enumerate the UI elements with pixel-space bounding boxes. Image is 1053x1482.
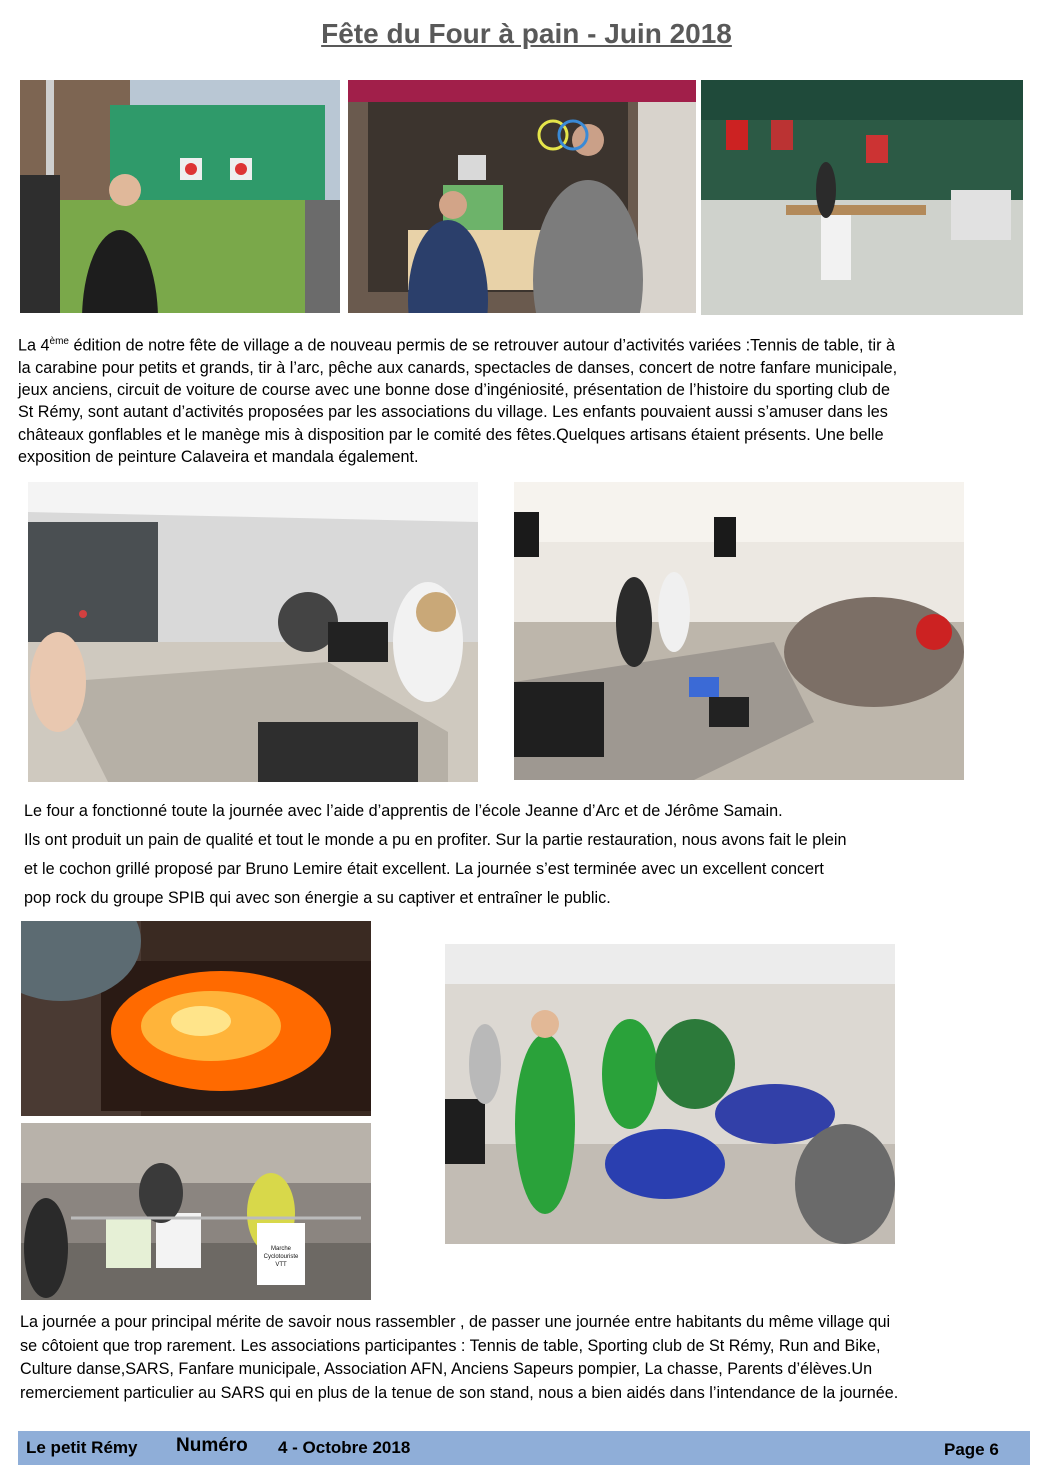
closing-line: se côtoient que trop rarement. Les associations participantes : Tennis de table, Sporting club de St Rémy, Run and Bike,: [20, 1336, 881, 1355]
intro-line: exposition de peinture Calaveira et mandala également.: [18, 447, 419, 466]
oven-line: pop rock du groupe SPIB qui avec son énergie a su captiver et entraîner le public.: [24, 889, 611, 907]
dance-show-photo: [445, 944, 895, 1244]
issue-label: Numéro: [176, 1435, 248, 1456]
closing-paragraph: [20, 1311, 1050, 1405]
rock-concert-photo: [514, 482, 964, 780]
sign-text: Cyclotouriste: [263, 1254, 299, 1260]
issue-number: 4 - Octobre 2018: [278, 1438, 411, 1457]
intro-line: la carabine pour petits et grands, tir à l’arc, pêche aux canards, spectacles de danses, concert de notre fanfare municipale,: [18, 358, 898, 377]
intro-line: jeux anciens, circuit de voiture de course avec une bonne dose d’ingéniosité, présentation de l’histoire du sporting club de: [18, 380, 890, 399]
bike-event-sign: [257, 1223, 305, 1285]
bread-oven-fire-photo: [21, 921, 371, 1116]
page-number: Page 6: [944, 1440, 999, 1459]
intro-text: édition de notre fête de village a de nouveau permis de se retrouver autour d’activités variées :Tennis de table, tir à: [68, 336, 896, 355]
intro-text: La 4: [18, 336, 50, 355]
sporting-club-exhibit-photo: [701, 80, 1023, 315]
intro-line: châteaux gonflables et le manège mis à disposition par le comité des fêtes.Quelques artisans étaient présents. Une belle: [18, 425, 884, 444]
closing-line: remerciement particulier au SARS qui en plus de la tenue de son stand, nous a bien aidés dans l’intendance de la journée.: [20, 1383, 899, 1402]
footer-band: [18, 1431, 1030, 1465]
intro-line: [18, 331, 1048, 357]
oven-line: Ils ont produit un pain de qualité et tout le monde a pu en profiter. Sur la partie restauration, nous avons fait le plein: [24, 831, 847, 849]
brass-band-photo: [28, 482, 478, 782]
publication-name: Le petit Rémy: [26, 1438, 138, 1457]
intro-paragraph: [18, 331, 1048, 468]
sign-text: Marche: [270, 1246, 291, 1252]
oven-line: Le four a fonctionné toute la journée avec l’aide d’apprentis de l’école Jeanne d’Arc et de Jérôme Samain.: [24, 802, 783, 820]
archery-photo: [20, 80, 340, 313]
closing-line: La journée a pour principal mérite de savoir nous rassembler , de passer une journée entre habitants du même village qui: [20, 1313, 891, 1331]
page-title: Fête du Four à pain - Juin 2018: [321, 18, 732, 49]
oven-line: et le cochon grillé proposé par Bruno Lemire était excellent. La journée s’est terminée avec un excellent concert: [24, 860, 824, 878]
intro-line: St Rémy, sont autant d’activités proposées par les associations du village. Les enfants pouvaient aussi s’amuser dans les: [18, 403, 888, 422]
shooting-stand-photo: [348, 80, 696, 313]
ordinal-suffix: ème: [49, 336, 69, 347]
sign-text: VTT: [275, 1262, 287, 1268]
oven-paragraph: [24, 797, 1034, 913]
closing-line: Culture danse,SARS, Fanfare municipale, Association AFN, Anciens Sapeurs pompier, La chasse, Parents d’élèves.Un: [20, 1360, 873, 1378]
bike-stand-photo: [21, 1123, 371, 1300]
